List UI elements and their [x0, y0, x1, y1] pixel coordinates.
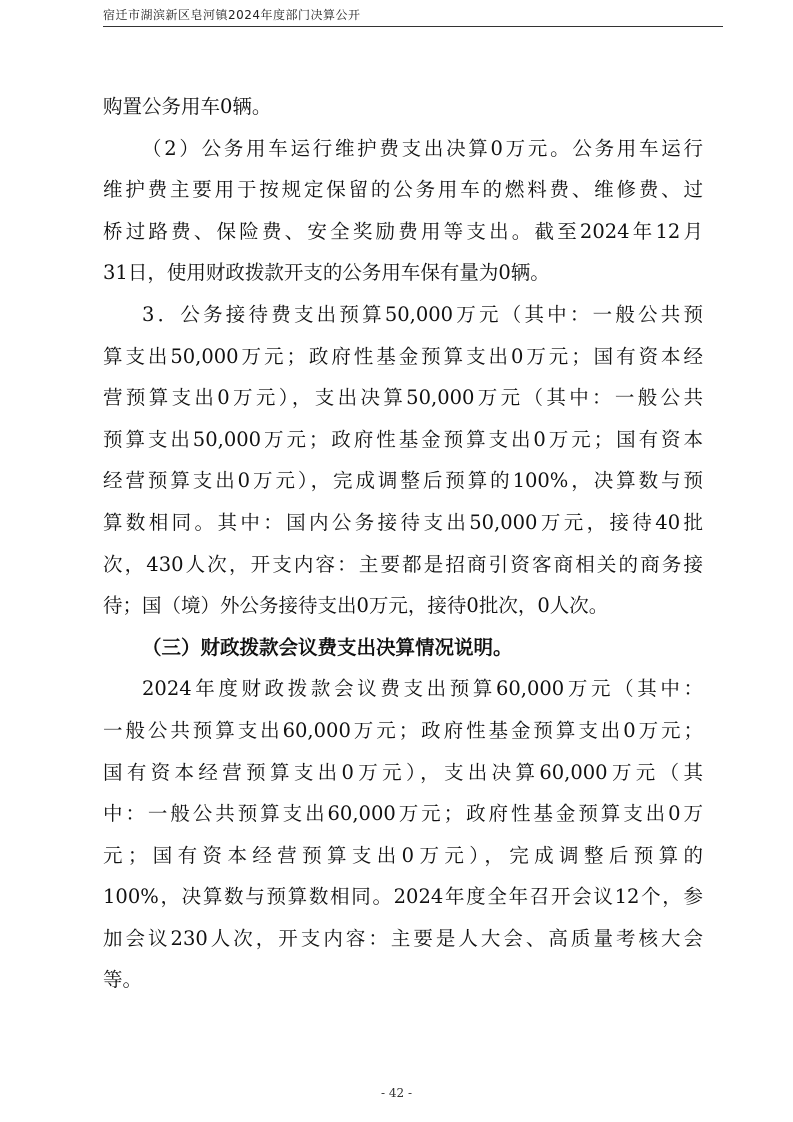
paragraph-line: 次，430人次，开支内容：主要都是招商引资客商相关的商务接	[103, 552, 703, 576]
paragraph-line: 经营预算支出0万元），完成调整后预算的100%，决算数与预	[103, 469, 703, 493]
paragraph-line: 算支出50,000万元；政府性基金预算支出0万元；国有资本经	[103, 344, 703, 368]
paragraph-line: 100%，决算数与预算数相同。2024年度全年召开会议12个，参	[103, 885, 703, 909]
paragraph-line: 2024年度财政拨款会议费支出预算60,000万元（其中：	[142, 677, 703, 701]
paragraph-line: 预算支出50,000万元；政府性基金预算支出0万元；国有资本	[103, 427, 703, 451]
paragraph-line: 算数相同。其中：国内公务接待支出50,000万元，接待40批	[103, 510, 703, 534]
page-number: - 42 -	[380, 1086, 412, 1100]
paragraph-line: 中：一般公共预算支出60,000万元；政府性基金预算支出0万	[103, 802, 703, 826]
paragraph-line: 等。	[103, 968, 143, 992]
page-header-title: 宿迁市湖滨新区皂河镇2024年度部门决算公开	[103, 8, 361, 22]
paragraph-line: 待；国（境）外公务接待支出0万元，接待0批次，0人次。	[103, 594, 609, 618]
paragraph-line: 国有资本经营预算支出0万元），支出决算60,000万元（其	[103, 760, 703, 784]
paragraph-line: 营预算支出0万元），支出决算50,000万元（其中：一般公共	[103, 386, 703, 410]
paragraph-line: 31日，使用财政拨款开支的公务用车保有量为0辆。	[103, 261, 550, 285]
paragraph-line: 加会议230人次，开支内容：主要是人大会、高质量考核大会	[103, 926, 703, 950]
paragraph-line: 元；国有资本经营预算支出0万元），完成调整后预算的	[103, 843, 703, 867]
document-body	[103, 86, 703, 1001]
section-heading: （三）财政拨款会议费支出决算情况说明。	[142, 635, 513, 659]
paragraph-line: 桥过路费、保险费、安全奖励费用等支出。截至2024年12月	[103, 219, 703, 243]
paragraph-line: 一般公共预算支出60,000万元；政府性基金预算支出0万元；	[103, 718, 703, 742]
paragraph-line: 3．公务接待费支出预算50,000万元（其中：一般公共预	[142, 302, 703, 326]
paragraph-line: （2）公务用车运行维护费支出决算0万元。公务用车运行	[142, 136, 703, 160]
paragraph-line: 维护费主要用于按规定保留的公务用车的燃料费、维修费、过	[103, 178, 703, 202]
paragraph-line: 购置公务用车0辆。	[103, 95, 272, 118]
header-divider	[103, 26, 723, 27]
